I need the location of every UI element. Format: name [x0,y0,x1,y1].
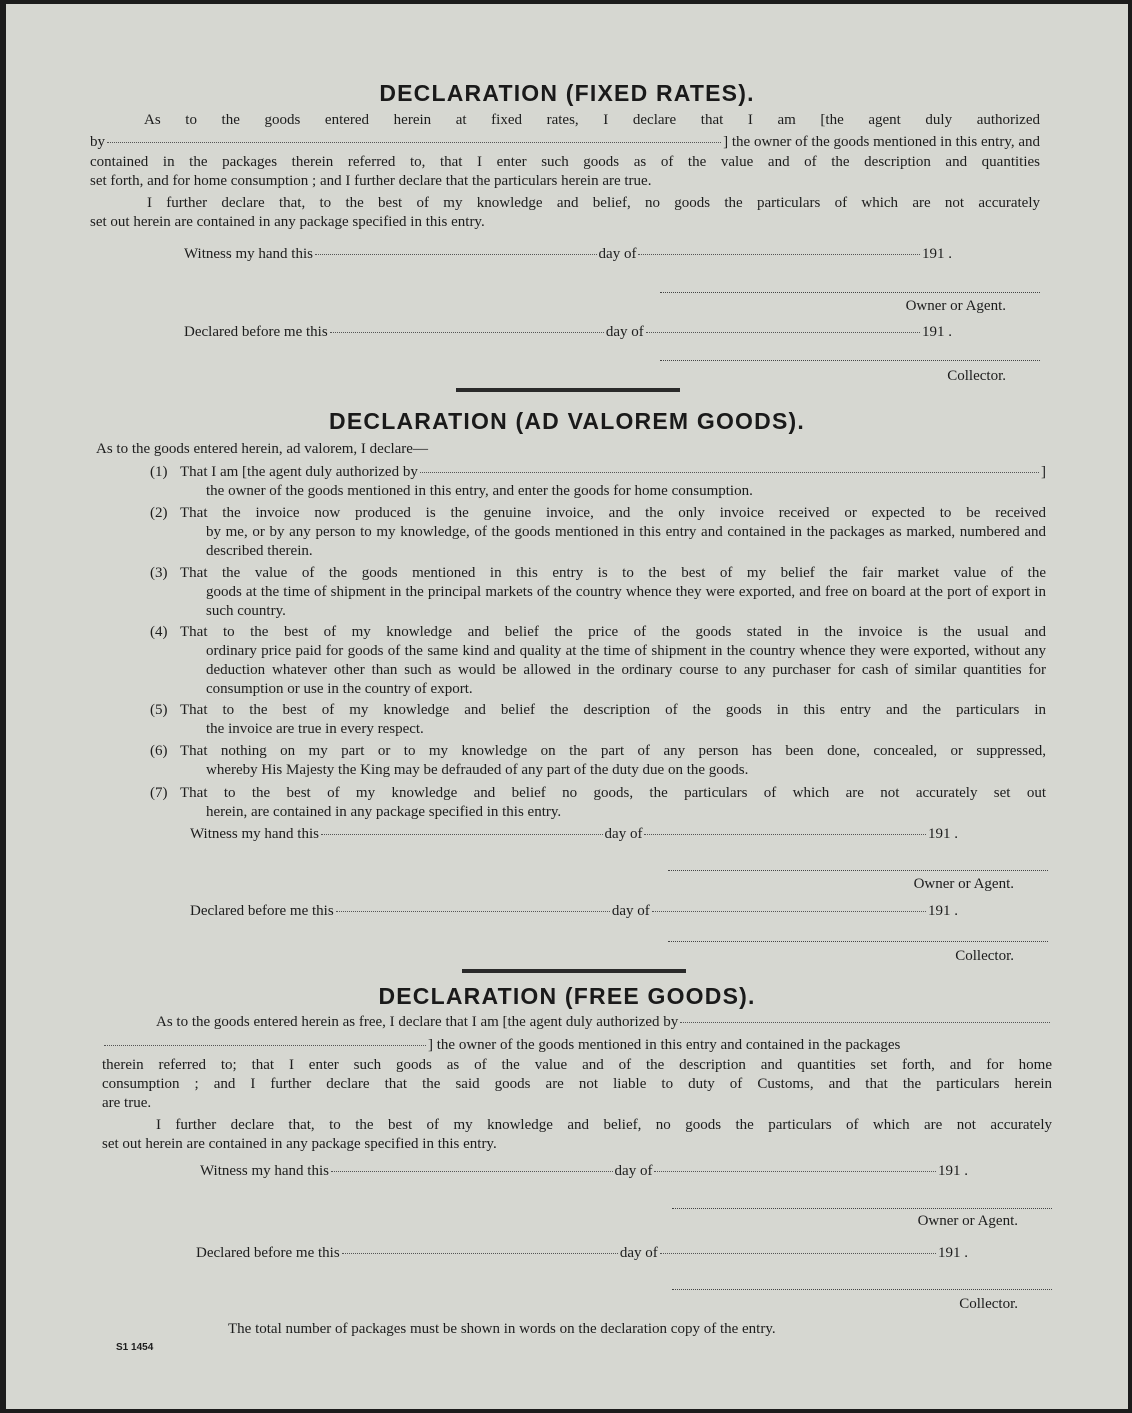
item-number: (3) [150,565,168,581]
free-collector-signature-line[interactable] [672,1289,1052,1290]
ad-valorem-agent-name-field[interactable] [420,472,1039,473]
ad-valorem-collector-signature-line[interactable] [668,941,1048,942]
fixed-para1-line4: set forth, and for home consumption ; and I further declare that the particulars herein are true. [90,173,652,189]
fixed-witness-day-field[interactable] [315,254,597,255]
free-witness-day-field[interactable] [331,1171,613,1172]
free-para2-line2: set out herein are contained in any package specified in this entry. [102,1136,497,1152]
item-rest: whereby His Majesty the King may be defrauded of any part of the duty due on the goods. [206,762,749,778]
free-witness-day-of: day of [614,1163,653,1179]
free-witness-label: Witness my hand this [200,1163,329,1179]
item-rest: the invoice are true in every respect. [206,721,424,737]
ad-valorem-witness-line [190,826,958,843]
free-agent-name-field-1[interactable] [680,1022,1050,1023]
heading-free-goods: DECLARATION (FREE GOODS). [378,983,756,1009]
free-witness-month-field[interactable] [654,1171,936,1172]
section-divider [462,969,686,973]
fixed-witness-label: Witness my hand this [184,246,313,262]
free-para1-line1-text: As to the goods entered herein as free, I declare that I am [the agent duly authorized by [156,1014,679,1030]
free-collector-label: Collector. [959,1296,1018,1312]
fixed-witness-month-field[interactable] [638,254,920,255]
free-declared-year: 191 . [938,1245,968,1261]
item-rest: ordinary price paid for goods of the same kind and quality at the time of shipment in the country whence they were exported, without any deduction whatever other than such as would be allowed in the ordinary course to any purchaser for cash of similar quantities for consumption or use in the country of export. [206,643,1046,697]
fixed-para1-line2-tail: ] the owner of the goods mentioned in this entry, and [723,134,1040,150]
free-owner-signature-line[interactable] [672,1208,1052,1209]
heading-fixed-rates: DECLARATION (FIXED RATES). [379,80,755,106]
ad-valorem-item-2 [150,504,1046,564]
item-first-line: That nothing on my part or to my knowledge on the part of any person has been done, concealed, or suppressed, [180,743,1046,759]
item-rest: herein, are contained in any package specified in this entry. [206,804,562,820]
fixed-declared-month-field[interactable] [646,332,920,333]
fixed-witness-line [184,246,952,263]
item-number: (6) [150,743,168,759]
ad-valorem-witness-day-field[interactable] [321,834,603,835]
ad-valorem-declared-line [190,903,958,920]
fixed-collector-label: Collector. [947,368,1006,384]
ad-valorem-item-6 [150,742,1046,782]
free-declared-day-field[interactable] [342,1253,618,1254]
ad-valorem-declared-day-field[interactable] [336,911,610,912]
fixed-declared-label: Declared before me this [184,324,328,340]
item-first-line: That to the best of my knowledge and belief the description of the goods in this entry and the particulars in [180,702,1046,718]
free-declared-line [196,1245,968,1262]
free-agent-name-field-2[interactable] [104,1045,426,1046]
fixed-agent-name-field[interactable] [107,142,721,143]
free-para1-line4: consumption ; and I further declare that the said goods are not liable to duty of Customs, and that the particulars herein [102,1076,1052,1092]
free-para1-line3: therein referred to; that I enter such goods as of the value and of the description and quantities set forth, and for home [102,1057,1052,1073]
fixed-witness-day-of: day of [598,246,637,262]
fixed-owner-label: Owner or Agent. [905,298,1006,314]
item-number: (2) [150,505,168,521]
ad-valorem-item-5 [150,701,1046,741]
fixed-owner-signature-line[interactable] [660,292,1040,293]
item-rest: by me, or by any person to my knowledge, of the goods mentioned in this entry and contained in the packages as marked, numbered and described therein. [206,524,1046,559]
ad-valorem-declared-year: 191 . [928,903,958,919]
ad-valorem-witness-label: Witness my hand this [190,826,319,842]
ad-valorem-intro: As to the goods entered herein, ad valorem, I declare— [96,441,428,457]
item-first-line: That the invoice now produced is the genuine invoice, and the only invoice received or expected to be received [180,505,1046,521]
item-first-line: That the value of the goods mentioned in this entry is to the best of my belief the fair market value of the [180,565,1046,581]
ad-valorem-declared-month-field[interactable] [652,911,926,912]
free-declared-day-of: day of [619,1245,658,1261]
item-number: (4) [150,624,168,640]
fixed-declared-day-field[interactable] [330,332,604,333]
free-owner-label: Owner or Agent. [917,1213,1018,1229]
free-para1-line1 [156,1014,1052,1031]
ad-valorem-declared-day-of: day of [611,903,650,919]
item-number: (5) [150,702,168,718]
item-first-line: That to the best of my knowledge and belief no goods, the particulars of which are not accurately set out [180,785,1046,801]
ad-valorem-item-3 [150,564,1046,624]
free-para1-line5: are true. [102,1095,152,1111]
fixed-para1-line2 [90,134,1040,151]
ad-valorem-witness-month-field[interactable] [644,834,926,835]
section-divider [456,388,680,392]
ad-valorem-witness-day-of: day of [604,826,643,842]
free-declared-month-field[interactable] [660,1253,936,1254]
item-rest: the owner of the goods mentioned in this entry, and enter the goods for home consumption. [206,483,753,499]
item-rest: goods at the time of shipment in the principal markets of the country whence they were exported, and free on board at the port of export in such country. [206,584,1046,619]
item-first-tail: ] [1041,464,1046,480]
form-code: S1 1454 [116,1342,154,1353]
fixed-para1-line1: As to the goods entered herein at fixed rates, I declare that I am [the agent duly authorized [144,112,1040,128]
ad-valorem-declared-label: Declared before me this [190,903,334,919]
item-number: (1) [150,464,168,480]
free-declared-label: Declared before me this [196,1245,340,1261]
fixed-declared-year: 191 . [922,324,952,340]
free-witness-year: 191 . [938,1163,969,1179]
fixed-para1-line3: contained in the packages therein referred to, that I enter such goods as of the value and of the description and quantities [90,154,1040,170]
free-para1-line2 [102,1037,1052,1054]
fixed-by-label: by [90,134,105,150]
item-first-line: That I am [the agent duly authorized by [180,464,418,480]
ad-valorem-item-4 [150,623,1046,703]
fixed-para2-line2: set out herein are contained in any package specified in this entry. [90,214,485,230]
ad-valorem-witness-year: 191 . [928,826,959,842]
item-first-line: That to the best of my knowledge and belief the price of the goods stated in the invoice is the usual and [180,624,1046,640]
item-number: (7) [150,785,168,801]
footer-note: The total number of packages must be shown in words on the declaration copy of the entry. [228,1321,776,1337]
ad-valorem-collector-label: Collector. [955,948,1014,964]
fixed-declared-line [184,324,952,341]
heading-ad-valorem: DECLARATION (AD VALOREM GOODS). [329,408,805,434]
free-witness-line [200,1163,968,1180]
ad-valorem-owner-label: Owner or Agent. [913,876,1014,892]
fixed-witness-year: 191 . [922,246,953,262]
ad-valorem-owner-signature-line[interactable] [668,870,1048,871]
free-para2-line1: I further declare that, to the best of my knowledge and belief, no goods the particulars of which are not accurately [156,1117,1052,1133]
free-para1-line2-tail: ] the owner of the goods mentioned in this entry and contained in the packages [428,1037,901,1053]
ad-valorem-item-7 [150,784,1046,824]
declaration-form-page [6,4,1128,1409]
fixed-declared-day-of: day of [605,324,644,340]
fixed-para2-line1: I further declare that, to the best of my knowledge and belief, no goods the particulars of which are not accurately [147,195,1040,211]
fixed-collector-signature-line[interactable] [660,360,1040,361]
